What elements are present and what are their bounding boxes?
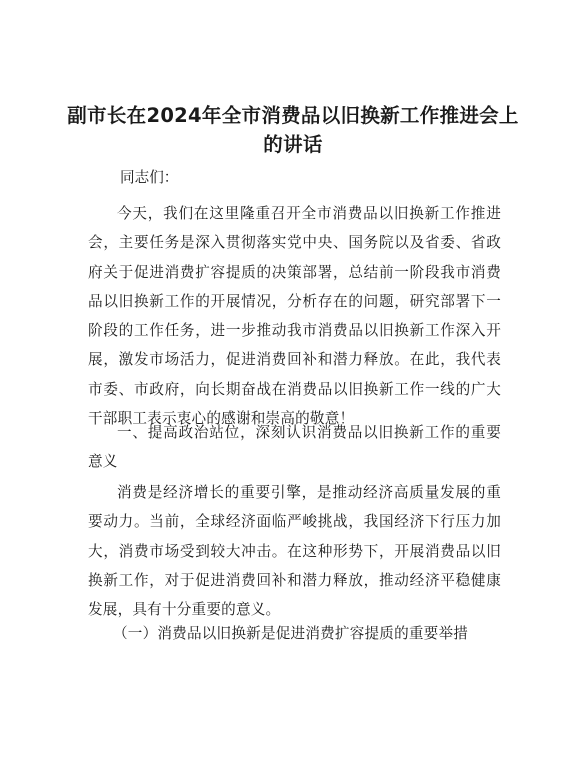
section-heading-1: 一、提高政治站位，深刻认识消费品以旧换新工作的重要意义 <box>88 424 501 471</box>
subsection-heading-1: （一）消费品以旧换新是促进消费扩容提质的重要举措 <box>113 625 469 642</box>
paragraph-consumption: 消费是经济增长的重要引擎，是推动经济高质量发展的重要动力。当前，全球经济面临严峻挑战，我国经济下行压力加大，消费市场受到较大冲击。在这种形势下，开展消费品以旧换新工作，对于促进消费回补和潜力释放，推动经济平稳健康发展，具有十分重要的意义。 <box>88 484 501 619</box>
document-title: 副市长在2024年全市消费品以旧换新工作推进会上的讲话 <box>67 104 519 156</box>
greeting: 同志们： <box>120 169 179 186</box>
paragraph-opening: 今天，我们在这里隆重召开全市消费品以旧换新工作推进会，主要任务是深入贯彻落实党中央、国务院以及省委、省政府关于促进消费扩容提质的决策部署，总结前一阶段我市消费品以旧换新工作的开展情况，分析存在的问题，研究部署下一阶段的工作任务，进一步推动我市消费品以旧换新工作深入开展，激发市场活力，促进消费回补和潜力释放。在此，我代表市委、市政府，向长期奋战在消费品以旧换新工作一线的广大干部职工表示衷心的感谢和崇高的敬意！ <box>88 205 501 428</box>
